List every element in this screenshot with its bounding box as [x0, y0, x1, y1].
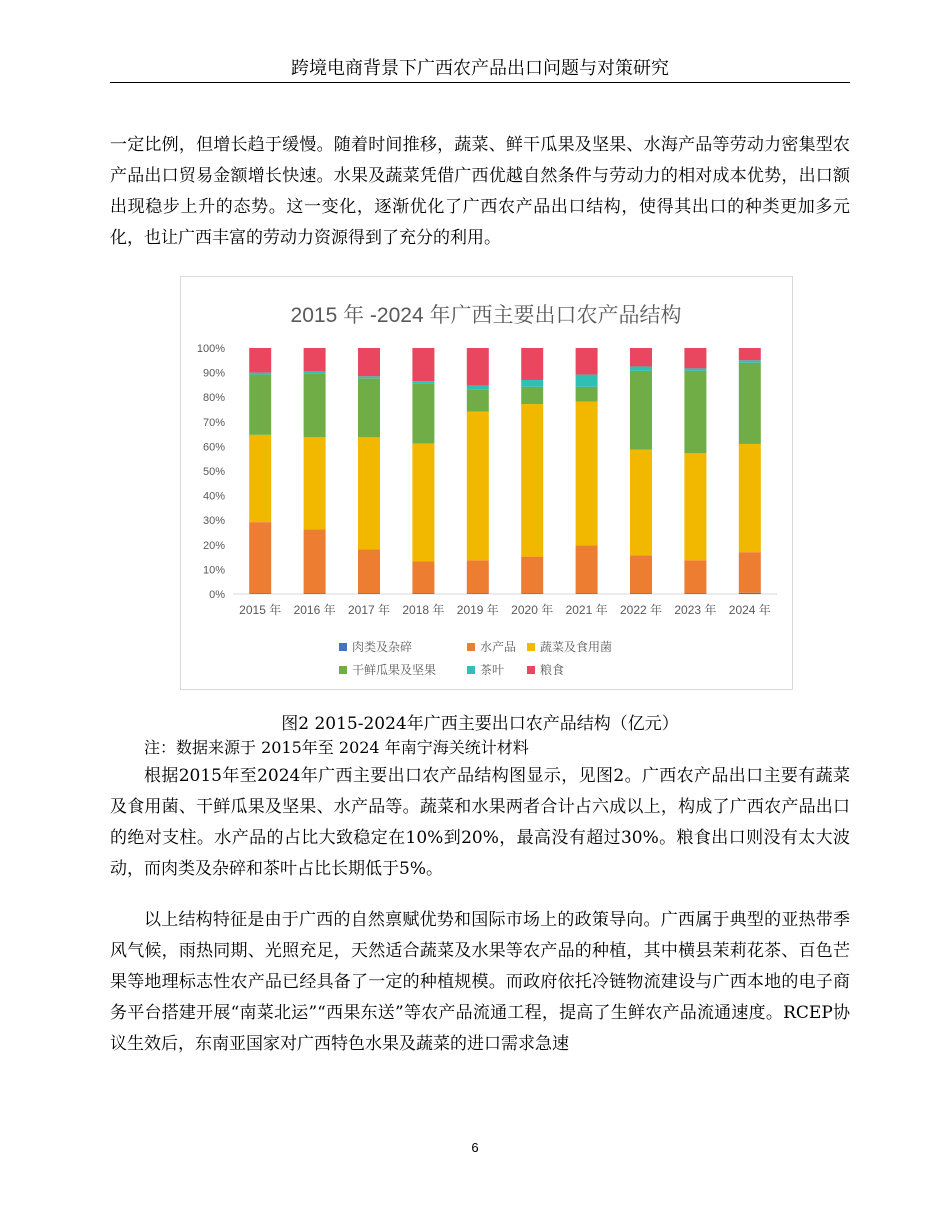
bar-segment-2: [358, 437, 380, 549]
y-tick-label: 70%: [202, 416, 225, 429]
bar-segment-4: [467, 386, 489, 390]
legend-swatch: [339, 666, 347, 674]
page-number: 6: [471, 1140, 479, 1155]
x-tick-label: 2021 年: [565, 603, 608, 617]
bar-segment-1: [684, 560, 706, 593]
bar-segment-3: [739, 363, 761, 444]
bar-segment-3: [304, 373, 326, 437]
x-tick-label: 2015 年: [239, 603, 282, 617]
legend-label: 干鲜瓜果及坚果: [352, 663, 437, 677]
legend-swatch: [527, 643, 535, 651]
y-tick-label: 10%: [202, 564, 225, 577]
legend-label: 粮食: [540, 663, 565, 677]
bar-segment-2: [684, 453, 706, 560]
bar-segment-4: [358, 376, 380, 378]
bar-segment-3: [684, 371, 706, 453]
y-tick-label: 30%: [202, 515, 225, 528]
bar-segment-3: [412, 383, 434, 443]
bar-segment-5: [412, 348, 434, 381]
bar-segment-5: [467, 348, 489, 386]
bar-segment-1: [521, 557, 543, 594]
x-tick-label: 2023 年: [674, 603, 717, 617]
paragraph-2: 根据2015年至2024年广西主要出口农产品结构图显示，见图2。广西农产品出口主要有蔬菜及食用菌、干鲜瓜果及坚果、水产品等。蔬菜和水果两者合计占六成以上，构成了广西农产品出口的绝对支柱。水产品的占比大致稳定在10%到20%，最高没有超过30%。粮食出口则没有太大波动，而肉类及杂碎和茶叶占比长期低于5%。: [110, 766, 850, 879]
bar-segment-0: [739, 593, 761, 594]
x-tick-label: 2022 年: [619, 603, 663, 617]
bar-segment-2: [412, 443, 434, 561]
bar-segment-2: [521, 404, 543, 557]
bar-segment-5: [249, 348, 271, 373]
bar-segment-1: [630, 555, 652, 593]
x-tick-label: 2017 年: [347, 603, 391, 617]
bar-segment-4: [304, 371, 326, 373]
bar-segment-3: [630, 371, 652, 450]
legend-label: 肉类及杂碎: [352, 640, 413, 654]
bar-segment-5: [739, 348, 761, 360]
bar-segment-2: [630, 450, 652, 556]
bar-segment-5: [521, 348, 543, 380]
bar-segment-1: [739, 552, 761, 593]
bar-segment-2: [467, 411, 489, 560]
y-tick-label: 100%: [196, 343, 225, 355]
bar-segment-3: [358, 378, 380, 437]
running-header: 跨境电商背景下广西农产品出口问题与对策研究: [291, 58, 669, 79]
figure-caption: 图2 2015-2024年广西主要出口农产品结构（亿元）: [281, 714, 679, 734]
y-tick-label: 50%: [202, 466, 225, 478]
header-rule: [110, 82, 850, 83]
chart-figure: [180, 276, 793, 690]
bar-segment-3: [521, 387, 543, 404]
bar-segment-1: [576, 546, 598, 594]
bar-segment-5: [630, 348, 652, 366]
stacked-bar-chart: [181, 277, 792, 689]
bar-segment-5: [684, 348, 706, 368]
y-tick-label: 80%: [202, 392, 225, 405]
bar-segment-1: [249, 522, 271, 593]
bar-segment-1: [467, 560, 489, 593]
legend-swatch: [467, 643, 475, 651]
legend-swatch: [467, 666, 475, 674]
x-tick-label: 2024 年: [728, 603, 771, 617]
y-tick-label: 20%: [202, 539, 225, 552]
y-tick-label: 40%: [202, 490, 225, 503]
chart-title: 2015 年 -2024 年广西主要出口农产品结构: [290, 304, 682, 327]
bar-segment-5: [576, 348, 598, 375]
bar-segment-1: [304, 530, 326, 594]
bar-segment-4: [739, 360, 761, 362]
bar-segment-4: [412, 381, 434, 383]
legend-label: 蔬菜及食用菌: [540, 640, 613, 654]
legend-swatch: [339, 643, 347, 651]
bar-segment-4: [521, 380, 543, 387]
bar-segment-1: [358, 549, 380, 593]
bar-segment-3: [467, 389, 489, 411]
x-tick-label: 2016 年: [293, 603, 336, 617]
bar-segment-3: [576, 387, 598, 402]
legend-swatch: [527, 666, 535, 674]
x-tick-label: 2020 年: [511, 603, 554, 617]
bar-segment-4: [576, 375, 598, 387]
bar-segment-4: [684, 368, 706, 370]
bar-segment-2: [576, 402, 598, 546]
bar-segment-3: [249, 375, 271, 435]
bar-segment-4: [249, 373, 271, 375]
bar-segment-2: [249, 435, 271, 522]
x-tick-label: 2019 年: [456, 603, 499, 617]
bar-segment-1: [412, 562, 434, 594]
bar-segment-2: [739, 444, 761, 552]
data-source-note: 注：数据来源于 2015年至 2024 年南宁海关统计材料: [144, 738, 529, 757]
bar-segment-2: [304, 437, 326, 529]
bar-segment-5: [358, 348, 380, 376]
paragraph-3: 以上结构特征是由于广西的自然禀赋优势和国际市场上的政策导向。广西属于典型的亚热带季风气候，雨热同期、光照充足，天然适合蔬菜及水果等农产品的种植，其中横县茉莉花茶、百色芒果等地理标志性农产品已经具备了一定的种植规模。而政府依托冷链物流建设与广西本地的电子商务平台搭建开展“南菜北运”“西果东送”等农产品流通工程，提高了生鲜农产品流通速度。RCEP协议生效后，东南亚国家对广西特色水果及蔬菜的进口需求急速: [110, 910, 850, 1054]
bar-segment-4: [630, 366, 652, 370]
y-tick-label: 60%: [202, 441, 225, 454]
bar-segment-5: [304, 348, 326, 371]
paragraph-1: 一定比例，但增长趋于缓慢。随着时间推移，蔬菜、鲜干瓜果及坚果、水海产品等劳动力密集型农产品出口贸易金额增长快速。水果及蔬菜凭借广西优越自然条件与劳动力的相对成本优势，出口额出现稳步上升的态势。这一变化，逐渐优化了广西农产品出口结构，使得其出口的种类更加多元化，也让广西丰富的劳动力资源得到了充分的利用。: [110, 135, 850, 248]
legend-label: 茶叶: [480, 663, 505, 677]
y-tick-label: 90%: [202, 367, 225, 380]
y-tick-label: 0%: [209, 589, 225, 601]
legend-label: 水产品: [480, 640, 517, 654]
x-tick-label: 2018 年: [402, 603, 445, 617]
